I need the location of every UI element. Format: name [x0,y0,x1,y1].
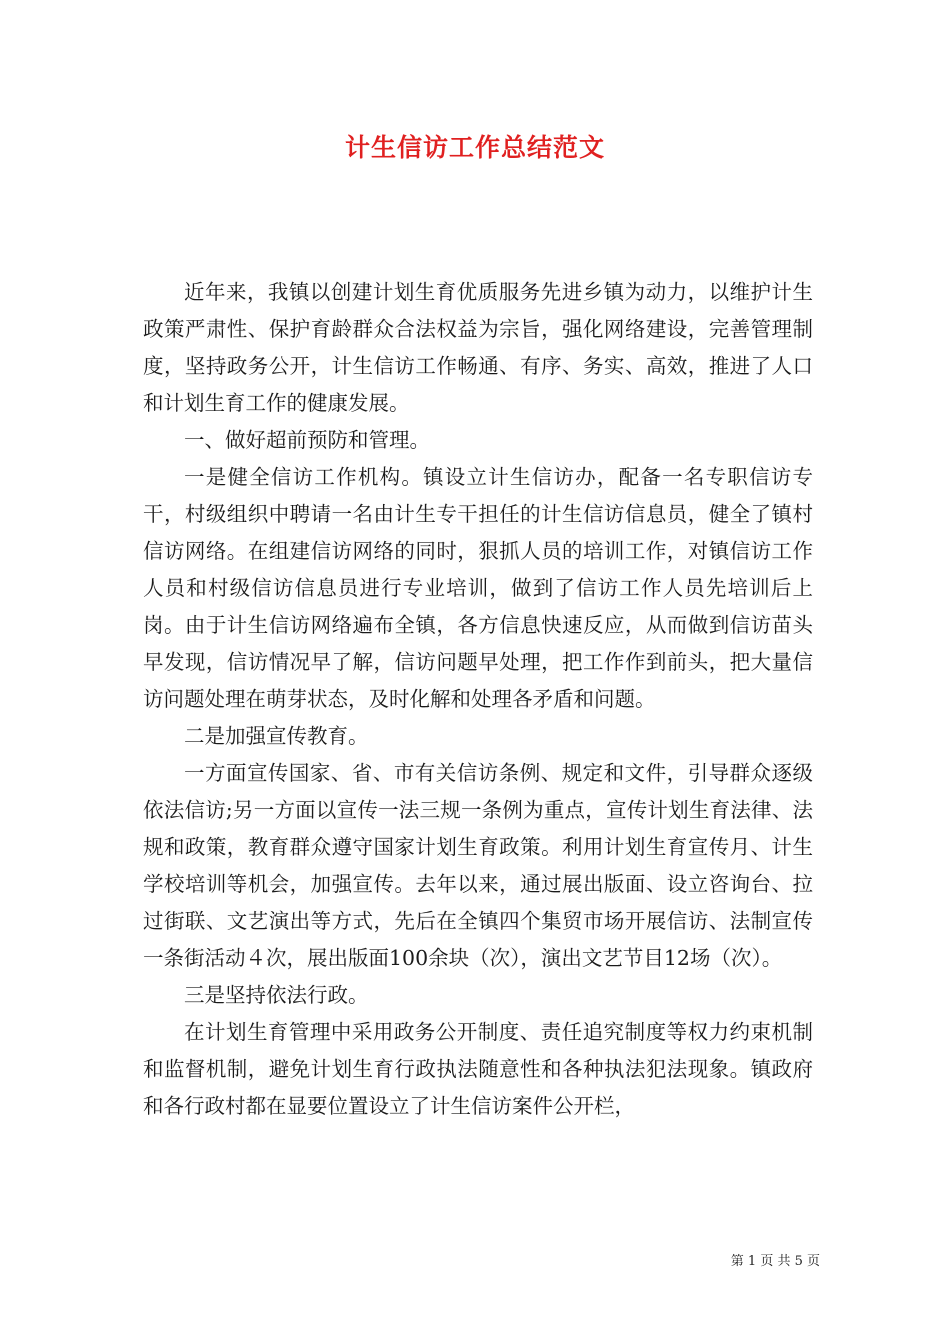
paragraph-intro: 近年来，我镇以创建计划生育优质服务先进乡镇为动力，以维护计生政策严肃性、保护育龄群众合法权益为宗旨，强化网络建设，完善管理制度，坚持政务公开，计生信访工作畅通、有序、务实、高效，推进了人口和计划生育工作的健康发展。 [143,280,813,415]
section-heading-1: 一、做好超前预防和管理。 [184,428,430,452]
document-title: 计生信访工作总结范文 [344,133,605,162]
paragraph-item-2-title: 二是加强宣传教育。 [184,724,369,748]
paragraph-item-2-body: 一方面宣传国家、省、市有关信访条例、规定和文件，引导群众逐级依法信访;另一方面以宣传一法三规一条例为重点，宣传计划生育法律、法规和政策，教育群众遵守国家计划生育政策。利用计划生育宣传月、计生学校培训等机会，加强宣传。去年以来，通过展出版面、设立咨询台、拉过街联、文艺演出等方式，先后在全镇四个集贸市场开展信访、法制宣传一条街活动４次，展出版面100余块（次），演出文艺节目12场（次）。 [143,761,813,970]
document-body [143,274,813,1125]
paragraph-item-3-body: 在计划生育管理中采用政务公开制度、责任追究制度等权力约束机制和监督机制，避免计划生育行政执法随意性和各种执法犯法现象。镇政府和各行政村都在显要位置设立了计生信访案件公开栏， [143,1020,813,1118]
page-number: 第 1 页 共 5 页 [730,1254,820,1269]
paragraph-item-1-title: 一是健全信访工作机构。镇设立计生信访办，配备一名专职信访专干，村级组织中聘请一名由计生专干担任的计生信访信息员，健全了镇村信访网络。在组建信访网络的同时，狠抓人员的培训工作，对镇信访工作人员和村级信访信息员进行专业培训，做到了信访工作人员先培训后上岗。由于计生信访网络遍布全镇，各方信息快速反应，从而做到信访苗头早发现，信访情况早了解，信访问题早处理，把工作作到前头，把大量信访问题处理在萌芽状态，及时化解和处理各矛盾和问题。 [143,465,813,711]
paragraph-item-3-title: 三是坚持依法行政。 [184,983,369,1007]
